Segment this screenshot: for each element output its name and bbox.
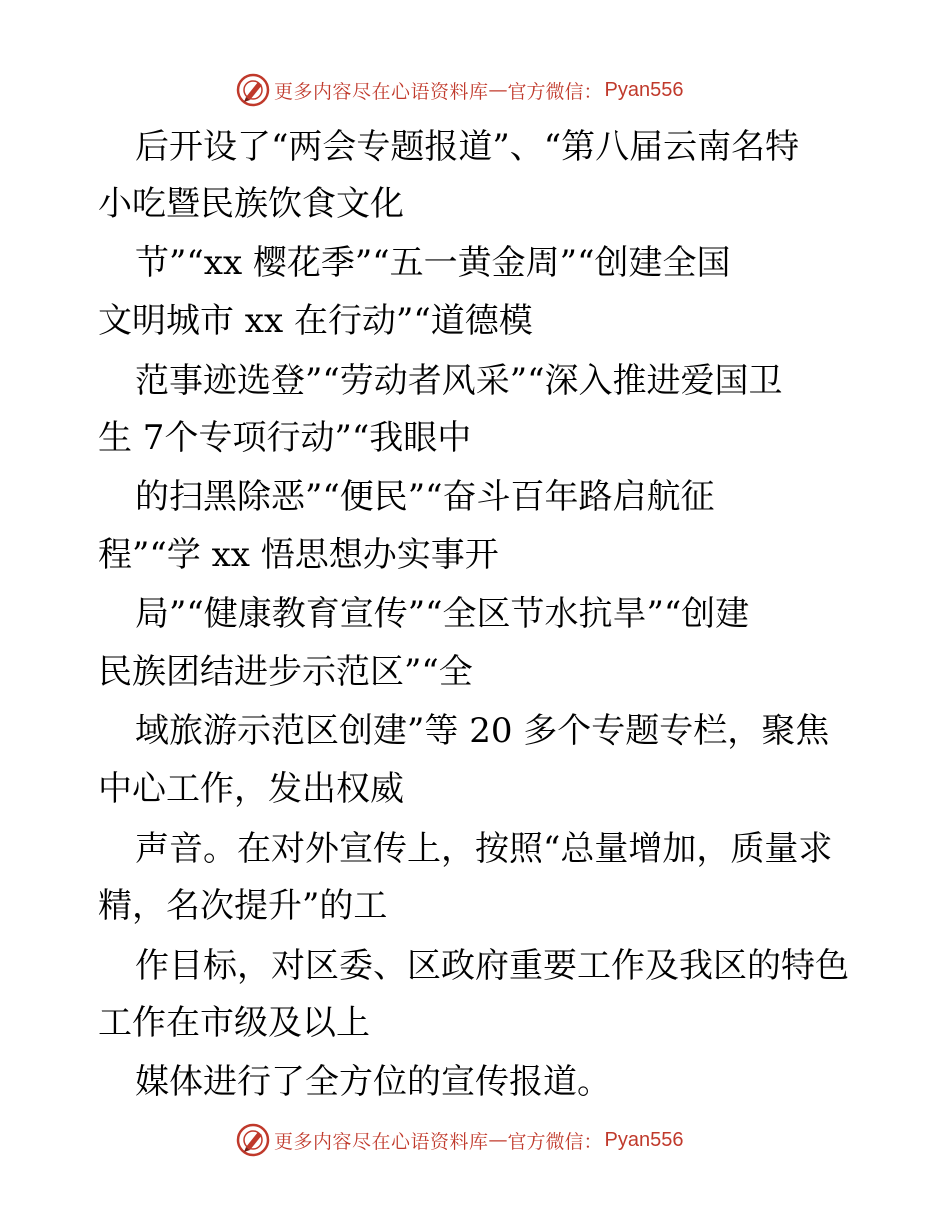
banner-wechat-label: 官方微信： — [507, 1130, 603, 1153]
banner-wechat-id: Pyan556 — [604, 1128, 684, 1151]
banner-dash: — — [488, 79, 508, 101]
text-line: 生 7个专项行动”“我眼中 — [98, 418, 472, 458]
footer-banner — [236, 1123, 684, 1157]
text-line: 作目标，对区委、区政府重要工作及我区的特色 — [135, 946, 849, 986]
text-line: 范事迹选登”“劳动者风采”“深入推进爱国卫 — [135, 361, 783, 401]
pen-logo-icon — [236, 1123, 270, 1157]
text-line: 域旅游示范区创建”等 20 多个专题专栏，聚焦 — [135, 711, 830, 751]
text-line: 程”“学 xx 悟思想办实事开 — [98, 535, 499, 575]
banner-wechat-id: Pyan556 — [604, 78, 684, 101]
pen-logo-icon — [236, 73, 270, 107]
text-line: 小吃暨民族饮食文化 — [98, 184, 404, 224]
text-line: 的扫黑除恶”“便民”“奋斗百年路启航征 — [135, 477, 715, 517]
text-line: 精，名次提升”的工 — [98, 886, 388, 926]
text-line: 中心工作，发出权威 — [98, 769, 404, 809]
text-line: 民族团结进步示范区”“全 — [98, 652, 473, 692]
text-line: 工作在市级及以上 — [98, 1003, 370, 1043]
text-line: 媒体进行了全方位的宣传报道。 — [135, 1062, 611, 1102]
text-line: 节”“xx 樱花季”“五一黄金周”“创建全国 — [135, 243, 731, 283]
banner-dash: — — [488, 1129, 508, 1151]
banner-wechat-label: 官方微信： — [507, 80, 603, 103]
text-line: 后开设了“两会专题报道”、“第八届云南名特 — [135, 127, 800, 167]
banner-main-text: 更多内容尽在心语资料库 — [274, 80, 489, 103]
text-line: 局”“健康教育宣传”“全区节水抗旱”“创建 — [135, 594, 750, 634]
text-line: 声音。在对外宣传上，按照“总量增加，质量求 — [135, 829, 833, 869]
text-line: 文明城市 xx 在行动”“道德模 — [98, 301, 533, 341]
header-banner — [236, 73, 684, 107]
banner-main-text: 更多内容尽在心语资料库 — [274, 1130, 489, 1153]
